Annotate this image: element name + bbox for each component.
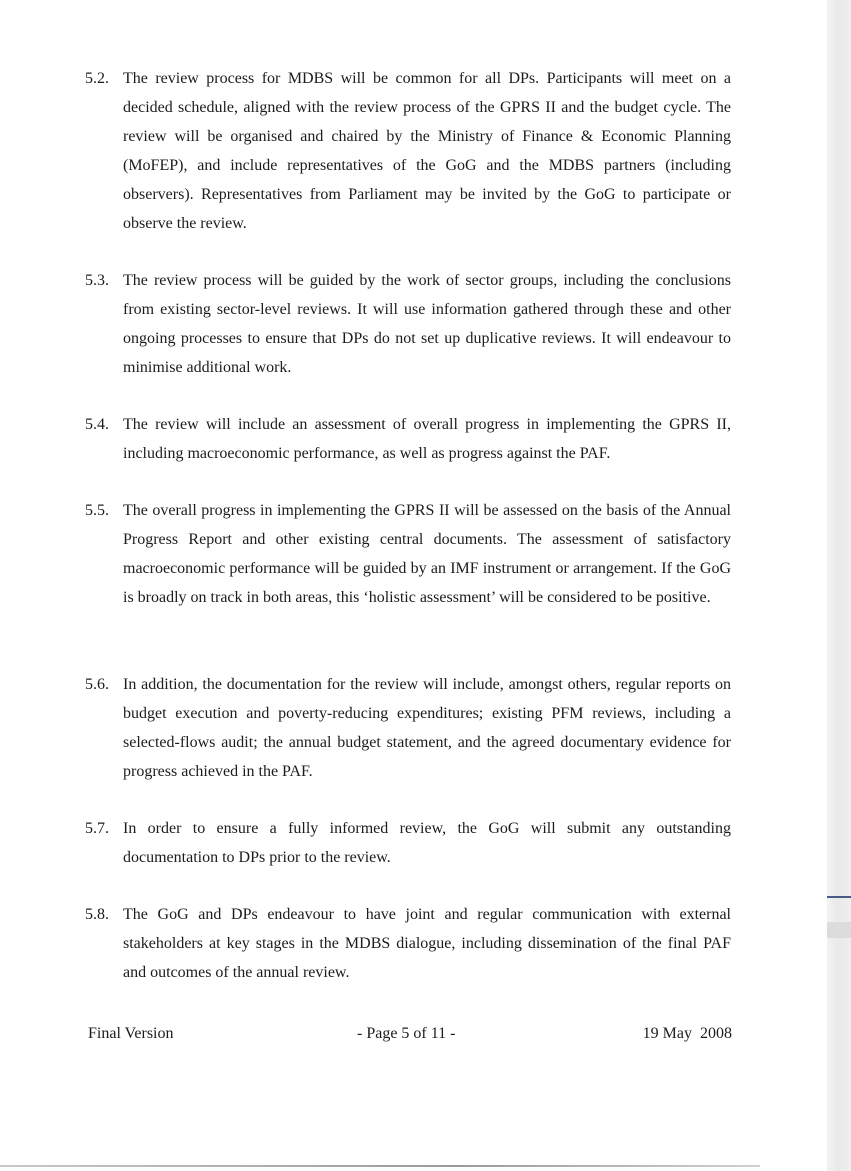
paragraph-number: 5.4.: [85, 416, 109, 433]
footer-version: Final Version: [88, 1025, 174, 1042]
paragraph-number: 5.3.: [85, 272, 109, 289]
paragraph-number: 5.6.: [85, 676, 109, 693]
paragraph-text: The review will include an assessment of overall progress in implementing the GPRS II, including macroeconomic performance, as well as progress against the PAF.: [123, 416, 731, 462]
paragraph-text: In order to ensure a fully informed review, the GoG will submit any outstanding documentation to DPs prior to the review.: [123, 820, 731, 866]
paragraph-number: 5.2.: [85, 70, 109, 87]
scan-edge: [827, 0, 851, 1171]
paragraph-number: 5.8.: [85, 906, 109, 923]
paragraph-number: 5.7.: [85, 820, 109, 837]
scan-edge-shadow: [827, 922, 851, 938]
paragraph-text: The GoG and DPs endeavour to have joint and regular communication with external stakeholders at key stages in the MDBS dialogue, including dissemination of the final PAF and outcomes of the annual review.: [123, 906, 731, 981]
scan-edge-mark: [827, 896, 851, 898]
footer-page-number: - Page 5 of 11 -: [357, 1025, 456, 1042]
paragraph-number: 5.5.: [85, 502, 109, 519]
paragraph-text: In addition, the documentation for the review will include, amongst others, regular reports on budget execution and poverty-reducing expenditures; existing PFM reviews, including a selected-flows audit; the annual budget statement, and the agreed documentary evidence for progress achieved in the PAF.: [123, 676, 731, 780]
scan-bottom-line: [0, 1165, 760, 1167]
paragraph-text: The overall progress in implementing the GPRS II will be assessed on the basis of the Annual Progress Report and other existing central documents. The assessment of satisfactory macroeconomic performance will be guided by an IMF instrument or arrangement. If the GoG is broadly on track in both areas, this ‘holistic assessment’ will be considered to be positive.: [123, 502, 731, 606]
paragraph-text: The review process will be guided by the work of sector groups, including the conclusions from existing sector-level reviews. It will use information gathered through these and other ongoing processes to ensure that DPs do not set up duplicative reviews. It will endeavour to minimise additional work.: [123, 272, 731, 376]
footer-date: 19 May 2008: [642, 1025, 732, 1042]
paragraph-text: The review process for MDBS will be common for all DPs. Participants will meet on a decided schedule, aligned with the review process of the GPRS II and the budget cycle. The review will be organised and chaired by the Ministry of Finance & Economic Planning (MoFEP), and include representatives of the GoG and the MDBS partners (including observers). Representatives from Parliament may be invited by the GoG to participate or observe the review.: [123, 70, 731, 232]
